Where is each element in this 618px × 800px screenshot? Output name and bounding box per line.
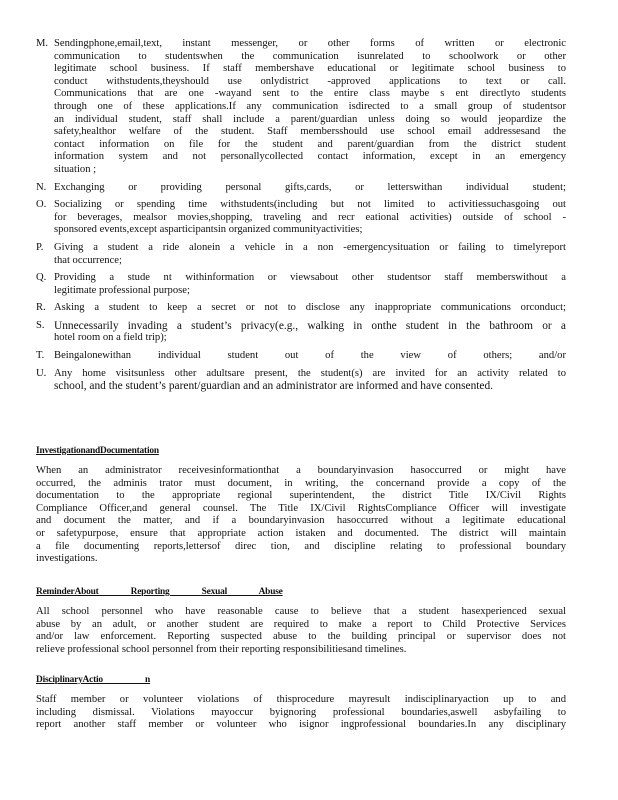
list-item-t [36, 350, 566, 363]
list-item-text [54, 272, 566, 297]
text-line: hotel room on a field trip); [54, 332, 167, 344]
text-line: legitimate professional purpose; [54, 284, 190, 296]
text-line: school, and the student’s parent/guardian and an administrator are informed and have consented. [54, 380, 494, 393]
section-reporting-reminder [36, 586, 566, 656]
text-line: Providing a stude nt withinformation or viewsabout other studentsor staff memberswithout a [54, 272, 566, 284]
text-line: contact information on file for the student and parent/guardian from the district student [54, 138, 566, 150]
list-item-text [54, 302, 566, 315]
text-line: legitimate school business. If staff membershave educational or legitimate school business to [54, 63, 566, 75]
list-item-r [36, 302, 566, 315]
text-line: Sendingphone,email,text, instant messenger, or other forms of written or electronic [54, 38, 566, 49]
text-line: abuse by an adult, or another student are required to make a report to Child Protective Services [36, 618, 566, 630]
list-marker: R. [36, 302, 46, 314]
text-line: relieve professional school personnel from their reporting responsibilitiesand timelines. [36, 643, 407, 655]
section-heading: InvestigationandDocumentation [36, 446, 159, 456]
list-marker: O. [36, 199, 47, 211]
text-line: or safetypurpose, ensure that appropriate action istaken and documented. The district will maintain [36, 527, 566, 539]
text-line: situation ; [54, 163, 97, 175]
text-line: for beverages, mealsor movies,shopping, traveling and recr eational activities) outside of school - [54, 211, 566, 223]
list-item-s [36, 320, 566, 345]
text-line: Compliance Officer,and general counsel. The Title IX/Civil RightsCompliance Officer will investigate [36, 502, 566, 514]
list-item-text [54, 350, 566, 363]
list-marker: Q. [36, 272, 47, 284]
list-item-p [36, 242, 566, 267]
text-line: Exchanging or providing personal gifts,cards, or letterswithan individual student; [54, 181, 566, 193]
list-item-u [36, 368, 566, 393]
list-item-n [36, 182, 566, 195]
section-paragraph [36, 694, 566, 732]
text-line: and document the matter, and if a boundaryinvasion hasoccurred without a legitimate educational [36, 515, 566, 527]
text-line: conduct withstudents,theyshould use onlydistrict -approved applications to text or call. [54, 75, 566, 87]
list-item-text [54, 320, 566, 345]
list-item-m [36, 38, 566, 177]
text-line: Giving a student a ride alonein a vehicle in a non -emergencysituation or failing to timelyreport [54, 241, 566, 253]
text-line: Communications that are one -wayand sent to the entire class maybe s ent directlyto students [54, 88, 566, 100]
text-line: through one of these applications.If any communication isdirected to a small group of studentsor [54, 100, 566, 112]
list-item-o [36, 199, 566, 237]
section-paragraph [36, 465, 566, 566]
text-line: Unnecessarily invading a student’s privacy(e.g., walking in onthe student in the bathroom or a [54, 319, 566, 332]
text-line: occurred, the adminis trator must document, in writing, the concernand provide a copy of the [36, 477, 566, 489]
text-line: Socializing or spending time withstudents(including but not limited to activitiessuchasgoing out [54, 199, 566, 211]
list-item-text [54, 182, 566, 195]
conduct-list [36, 38, 566, 398]
list-item-text [54, 242, 566, 267]
text-line: Asking a student to keep a secret or not to disclose any inappropriate communications orconduct; [54, 302, 566, 314]
text-line: safety,healthor welfare of the student. Staff membersshould use school email addressesand the [54, 126, 566, 138]
text-line: sponsored events,except asparticipantsin organized communityactivities; [54, 224, 363, 236]
text-line: and/or law enforcement. Reporting suspected abuse to the building principal or supervisor does not [36, 631, 566, 643]
section-paragraph [36, 606, 566, 656]
text-line: that occurrence; [54, 254, 122, 266]
section-disciplinary-action [36, 674, 566, 732]
text-line: report another staff member or volunteer who isignor ingprofessional boundaries.In any disciplinary [36, 719, 566, 731]
list-marker: T. [36, 350, 45, 362]
list-item-q [36, 272, 566, 297]
list-marker: U. [36, 367, 47, 379]
list-marker: N. [36, 181, 47, 193]
text-line: investigations. [36, 553, 98, 565]
text-line: All school personnel who have reasonable cause to believe that a student hasexperienced sexual [36, 606, 566, 617]
list-item-text [54, 199, 566, 237]
list-item-text [54, 38, 566, 177]
text-line: documentation to the appropriate regional superintendent, the district Title IX/Civil Rights [36, 490, 566, 502]
text-line: communication to studentswhen the communication isunrelated to schoolwork or other [54, 50, 566, 62]
text-line: a file documenting reports,lettersof direc tion, and discipline relating to professional boundary [36, 540, 566, 552]
text-line: an individual student, staff shall include a parent/guardian unless doing so would jeopardize the [54, 113, 566, 125]
text-line: Any home visitsunless other adultsare present, the student(s) are invited for an activity related to [54, 367, 566, 379]
text-line: Beingalonewithan individual student out of the view of others; and/or [54, 350, 566, 362]
list-marker: S. [36, 319, 45, 331]
section-investigation [36, 445, 566, 566]
text-line: information system and not personallycollected contact information, except in an emergency [54, 151, 566, 163]
text-line: When an administrator receivesinformationthat a boundaryinvasion hasoccurred or might have [36, 465, 566, 476]
list-marker: M. [36, 38, 49, 49]
text-line: including dismissal. Violations mayoccur byignoring professional boundaries,aswell asbyfailing to [36, 706, 566, 718]
text-line: Staff member or volunteer violations of thisprocedure mayresult indisciplinaryaction up to and [36, 694, 566, 705]
section-heading: DisciplinaryActio n [36, 675, 151, 685]
list-item-text [54, 368, 566, 393]
list-marker: P. [36, 241, 44, 253]
section-heading: ReminderAbout Reporting Sexual Abuse [36, 587, 283, 597]
